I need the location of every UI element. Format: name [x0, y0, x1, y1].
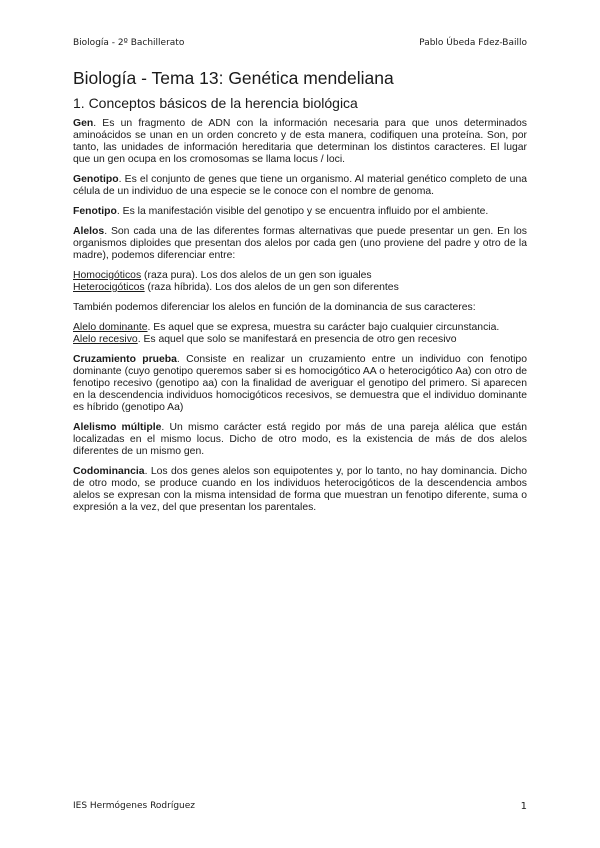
paragraph-fenotipo [73, 206, 527, 218]
text-cruzamiento: . Consiste en realizar un cruzamiento entre un individuo con fenotipo dominante (cuyo genotipo queremos saber si es homocigótico AA o heterocigótico Aa) con otro de fenotipo recesivo (genotipo aa) con la finalidad de averiguar el genotipo del primero. Si aparecen en la descendencia individuos homocigóticos recesivos, se demuestra que el individuo dominante es híbrido (genotipo Aa) [73, 354, 527, 413]
line-alelo-recesivo [73, 334, 527, 346]
paragraph-alelos [73, 226, 527, 262]
paragraph-dominancia: También podemos diferenciar los alelos en función de la dominancia de sus caracteres: [73, 302, 476, 313]
text-codominancia: . Los dos genes alelos son equipotentes y, por lo tanto, no hay dominancia. Dicho de otro modo, se produce cuando en los individuos heterocigóticos de la descendencia ambos alelos se expresan con la misma intensidad de forma que muestran un fenotipo diferente, suma o expresión a la vez, del que presentan los parentales. [73, 466, 527, 513]
term-gen: Gen [73, 118, 94, 129]
term-fenotipo: Fenotipo [73, 206, 117, 217]
term-alelo-dominante: Alelo dominante [73, 322, 148, 333]
document-body [73, 68, 527, 522]
page-title: Biología - Tema 13: Genética mendeliana [73, 68, 394, 88]
line-heterocigoticos [73, 282, 527, 294]
text-alelo-recesivo: . Es aquel que solo se manifestará en presencia de otro gen recesivo [137, 334, 457, 345]
term-cruzamiento: Cruzamiento prueba [73, 354, 177, 365]
term-genotipo: Genotipo [73, 174, 119, 185]
page-number: 1 [520, 801, 527, 812]
text-gen: . Es un fragmento de ADN con la información necesaria para que unos determinados aminoácidos se unan en un orden concreto y de esta manera, codifiquen una proteína. Son, por tanto, las unidades de información hereditaria que determinan los distintos caracteres. El lugar que un gen ocupa en los cromosomas se llama locus / loci. [73, 118, 527, 165]
header-author: Pablo Úbeda Fdez-Baillo [419, 38, 527, 48]
term-alelismo: Alelismo múltiple [73, 422, 162, 433]
text-alelos: . Son cada una de las diferentes formas alternativas que puede presentar un gen. En los organismos diploides que presentan dos alelos por cada gen (uno proviene del padre y otro de la madre), podemos diferenciar entre: [73, 226, 527, 261]
text-alelo-dominante: . Es aquel que se expresa, muestra su carácter bajo cualquier circunstancia. [147, 322, 500, 333]
paragraph-genotipo [73, 174, 527, 198]
term-codominancia: Codominancia [73, 466, 145, 477]
header-subject: Biología - 2º Bachillerato [73, 38, 185, 48]
paragraph-cruzamiento [73, 354, 527, 414]
term-alelo-recesivo: Alelo recesivo [73, 334, 138, 345]
text-alelismo: . Un mismo carácter está regido por más de una pareja alélica que están localizadas en el mismo locus. Dicho de otro modo, es la existencia de más de dos alelos diferentes de un mismo gen. [73, 422, 527, 457]
paragraph-alelismo [73, 422, 527, 458]
text-genotipo: . Es el conjunto de genes que tiene un organismo. Al material genético completo de una célula de un individuo de una especie se le conoce con el nombre de genoma. [73, 174, 527, 197]
term-heterocigoticos: Heterocigóticos [73, 282, 145, 293]
line-alelo-dominante [73, 322, 527, 334]
text-homocigoticos: (raza pura). Los dos alelos de un gen son iguales [141, 270, 372, 281]
footer-school: IES Hermógenes Rodríguez [73, 801, 196, 811]
text-heterocigoticos: (raza híbrida). Los dos alelos de un gen son diferentes [144, 282, 399, 293]
term-homocigoticos: Homocigóticos [73, 270, 142, 281]
paragraph-gen [73, 118, 527, 166]
section-heading: 1. Conceptos básicos de la herencia biológica [73, 95, 358, 111]
paragraph-codominancia [73, 466, 527, 514]
line-homocigoticos [73, 270, 527, 282]
text-fenotipo: . Es la manifestación visible del genotipo y se encuentra influido por el ambiente. [116, 206, 489, 217]
term-alelos: Alelos [73, 226, 105, 237]
